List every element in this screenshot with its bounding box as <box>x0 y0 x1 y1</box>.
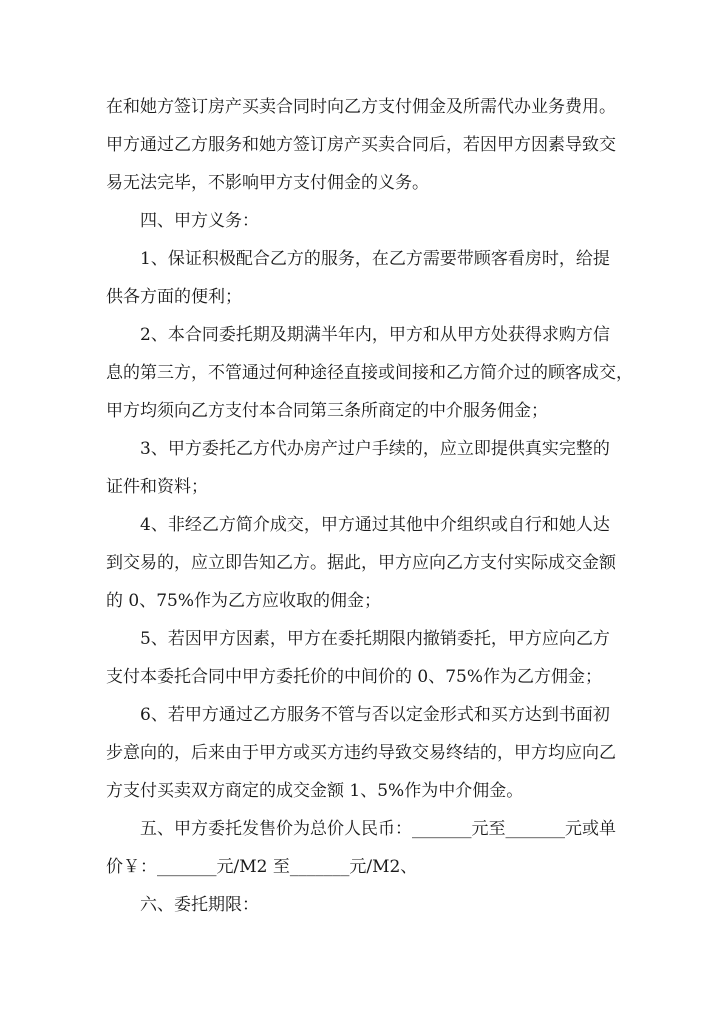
text-line: 四、甲方义务： <box>140 211 259 231</box>
clause-1 <box>106 240 614 316</box>
text-line: 息的第三方，不管通过何种途径直接或间接和乙方简介过的顾客成交， <box>106 363 633 383</box>
text-line: 六、委托期限： <box>140 895 259 915</box>
document-body <box>106 88 633 924</box>
section-sale-price <box>106 810 614 886</box>
text-line: 到交易的，应立即告知乙方。据此，甲方应向乙方支付实际成交金额 <box>106 553 616 573</box>
text-line: 3、甲方委托乙方代办房产过户手续的，应立即提供真实完整的 <box>140 439 610 459</box>
text-line: 方支付买卖双方商定的成交金额 1、5%作为中介佣金。 <box>106 781 524 801</box>
text-line: 的 0、75%作为乙方应收取的佣金； <box>106 591 382 611</box>
text-line: 6、若甲方通过乙方服务不管与否以定金形式和买方达到书面初 <box>140 705 610 725</box>
section-heading-entrustment-period <box>106 886 614 924</box>
text-line: 五、甲方委托发售价为总价人民币：_______元至_______元或单 <box>140 819 616 839</box>
text-line: 5、若因甲方因素，甲方在委托期限内撤销委托，甲方应向乙方 <box>140 629 610 649</box>
text-line: 2、本合同委托期及期满半年内，甲方和从甲方处获得求购方信 <box>140 325 610 345</box>
text-line: 甲方通过乙方服务和她方签订房产买卖合同后，若因甲方因素导致交 <box>106 135 616 155</box>
clause-5 <box>106 620 614 696</box>
text-line: 4、非经乙方简介成交，甲方通过其他中介组织或自行和她人达 <box>140 515 610 535</box>
text-line: 步意向的，后来由于甲方或买方违约导致交易终结的，甲方均应向乙 <box>106 743 616 763</box>
clause-2 <box>106 316 633 430</box>
text-line: 价￥：_______元/M2 至_______元/M2、 <box>106 857 418 877</box>
clause-4 <box>106 506 614 620</box>
text-line: 易无法完毕，不影响甲方支付佣金的义务。 <box>106 173 429 193</box>
text-line: 甲方均须向乙方支付本合同第三条所商定的中介服务佣金； <box>106 401 548 421</box>
clause-3 <box>106 430 614 506</box>
text-line: 证件和资料； <box>106 477 208 497</box>
text-line: 1、保证积极配合乙方的服务，在乙方需要带顾客看房时，给提 <box>140 249 610 269</box>
paragraph-commission-obligation <box>106 88 614 202</box>
text-line: 在和她方签订房产买卖合同时向乙方支付佣金及所需代办业务费用。 <box>106 97 616 117</box>
section-heading-party-a-obligations <box>106 202 614 240</box>
clause-6 <box>106 696 614 810</box>
text-line: 供各方面的便利； <box>106 287 242 307</box>
text-line: 支付本委托合同中甲方委托价的中间价的 0、75%作为乙方佣金； <box>106 667 603 687</box>
